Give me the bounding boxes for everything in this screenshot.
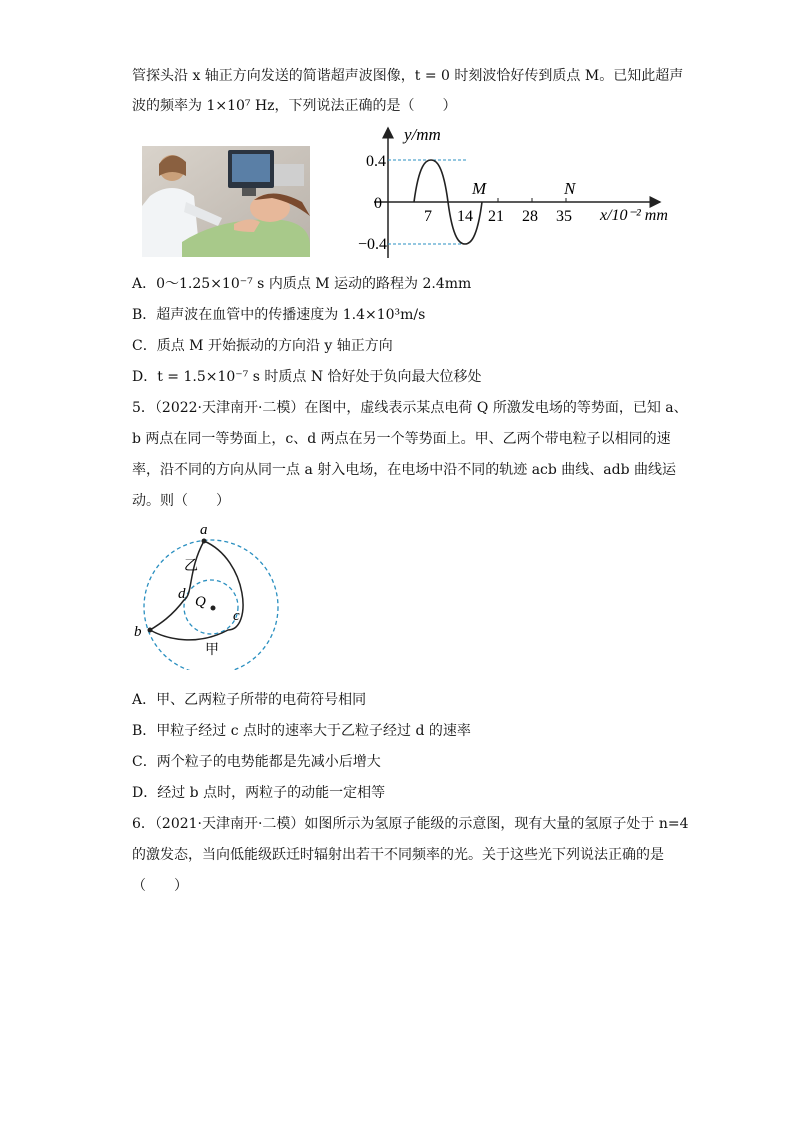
y-tick-zero: 0 bbox=[374, 195, 382, 212]
q5-stem-line3: 率，沿不同的方向从同一点 a 射入电场，在电场中沿不同的轨迹 acb 曲线、adb 曲线运 bbox=[132, 462, 677, 478]
x-axis-label: x/10⁻² mm bbox=[600, 207, 668, 224]
q5-option-c: C．两个粒子的电势能都是先减小后增大 bbox=[132, 754, 381, 770]
q5-option-d: D．经过 b 点时，两粒子的动能一定相等 bbox=[132, 785, 386, 801]
q4-option-c: C．质点 M 开始振动的方向沿 y 轴正方向 bbox=[132, 338, 393, 354]
label-yi: 乙 bbox=[184, 559, 198, 574]
y-tick-bottom: −0.4 bbox=[358, 236, 388, 253]
x-tick-7: 7 bbox=[424, 208, 432, 225]
label-jia: 甲 bbox=[205, 643, 219, 658]
q6-stem-line1: 6．（2021·天津南开·二模）如图所示为氢原子能级的示意图，现有大量的氢原子处于 n=4 bbox=[132, 816, 689, 832]
q4-option-d: D．t = 1.5×10⁻⁷ s 时质点 N 恰好处于负向最大位移处 bbox=[132, 369, 482, 385]
q4-option-b: B．超声波在血管中的传播速度为 1.4×10³m/s bbox=[132, 307, 426, 323]
wave-graph bbox=[348, 124, 678, 260]
point-b bbox=[148, 628, 153, 633]
q5-option-b: B．甲粒子经过 c 点时的速率大于乙粒子经过 d 的速率 bbox=[132, 723, 471, 739]
y-tick-top: 0.4 bbox=[366, 153, 386, 170]
q5-option-a: A．甲、乙两粒子所带的电荷符号相同 bbox=[132, 692, 367, 708]
point-N-label: N bbox=[564, 179, 576, 198]
ultrasound-photo bbox=[142, 146, 310, 257]
label-d: d bbox=[178, 586, 186, 602]
label-c: c bbox=[233, 608, 240, 624]
q5-stem-line2: b 两点在同一等势面上，c、d 两点在另一个等势面上。甲、乙两个带电粒子以相同的速 bbox=[132, 431, 671, 447]
label-a: a bbox=[200, 522, 208, 538]
y-axis-label: y/mm bbox=[404, 125, 441, 144]
label-Q: Q bbox=[195, 594, 206, 610]
label-b: b bbox=[134, 624, 142, 640]
trajectory-acb bbox=[150, 541, 243, 640]
q4-option-a: A．0～1.25×10⁻⁷ s 内质点 M 运动的路程为 2.4mm bbox=[132, 276, 472, 292]
q4-stem-line1: 管探头沿 x 轴正方向发送的简谐超声波图像，t = 0 时刻波恰好传到质点 M。已知此超声 bbox=[132, 68, 684, 84]
q6-stem-line3: （ ） bbox=[132, 878, 188, 894]
point-M-label: M bbox=[472, 179, 487, 198]
charge-Q bbox=[211, 606, 216, 611]
x-tick-35: 35 bbox=[556, 208, 572, 225]
q5-stem-line4: 动。则（ ） bbox=[132, 493, 230, 509]
q4-stem-line2: 波的频率为 1×10⁷ Hz，下列说法正确的是（ ） bbox=[132, 98, 457, 114]
x-tick-14: 14 bbox=[457, 208, 473, 225]
q6-stem-line2: 的激发态，当向低能级跃迁时辐射出若干不同频率的光。关于这些光下列说法正确的是 bbox=[132, 847, 664, 863]
point-a bbox=[202, 539, 207, 544]
x-tick-21: 21 bbox=[488, 208, 504, 225]
q5-stem-line1: 5．（2022·天津南开·二模）在图中，虚线表示某点电荷 Q 所激发电场的等势面，已知 a、 bbox=[132, 400, 688, 416]
x-tick-28: 28 bbox=[522, 208, 538, 225]
equipotential-figure bbox=[128, 520, 288, 670]
trajectory-adb bbox=[150, 541, 204, 630]
